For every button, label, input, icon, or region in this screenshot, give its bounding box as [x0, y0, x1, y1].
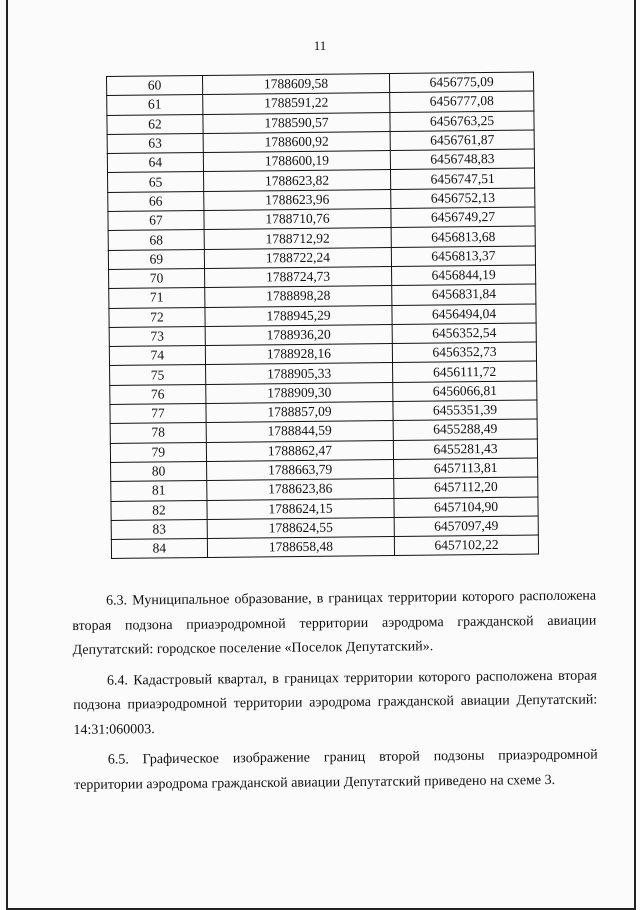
y-coordinate-cell: 6456761,87	[390, 130, 534, 151]
point-number-cell: 67	[108, 211, 204, 231]
x-coordinate-cell: 1788591,22	[203, 93, 390, 114]
point-number-cell: 65	[108, 172, 204, 192]
x-coordinate-cell: 1788658,48	[207, 537, 394, 558]
x-coordinate-cell: 1788724,73	[204, 266, 391, 287]
x-coordinate-cell: 1788844,59	[206, 421, 393, 442]
scan-border-left	[6, 0, 8, 910]
x-coordinate-cell: 1788590,57	[203, 112, 390, 133]
x-coordinate-cell: 1788623,86	[207, 479, 394, 500]
point-number-cell: 72	[109, 307, 205, 327]
scan-border-right	[634, 0, 636, 910]
point-number-cell: 75	[110, 365, 206, 385]
y-coordinate-cell: 6456844,19	[392, 265, 536, 286]
y-coordinate-cell: 6456748,83	[390, 149, 534, 170]
x-coordinate-cell: 1788623,96	[204, 189, 391, 210]
page-number: 11	[313, 38, 327, 53]
y-coordinate-cell: 6456777,08	[390, 91, 534, 112]
x-coordinate-cell: 1788600,92	[203, 131, 390, 152]
x-coordinate-cell: 1788712,92	[204, 228, 391, 249]
y-coordinate-cell: 6456813,37	[391, 246, 535, 267]
y-coordinate-cell: 6457113,81	[394, 458, 538, 479]
paragraph-6-4: 6.4. Кадастровый квартал, в границах территории которого расположена вторая подзона приаэродромной территории аэродрома гражданской авиации Депутатский: 14:31:060003.	[73, 668, 598, 738]
y-coordinate-cell: 6456111,72	[393, 361, 537, 382]
y-coordinate-cell: 6456831,84	[392, 284, 536, 305]
x-coordinate-cell: 1788928,16	[205, 344, 392, 365]
y-coordinate-cell: 6456066,81	[393, 381, 537, 402]
x-coordinate-cell: 1788600,19	[203, 151, 390, 172]
y-coordinate-cell: 6456352,54	[392, 323, 536, 344]
y-coordinate-cell: 6455288,49	[393, 419, 537, 440]
y-coordinate-cell: 6456747,51	[391, 169, 535, 190]
y-coordinate-cell: 6457104,90	[394, 497, 538, 518]
x-coordinate-cell: 1788862,47	[206, 440, 393, 461]
x-coordinate-cell: 1788623,82	[203, 170, 390, 191]
point-number-cell: 69	[108, 249, 204, 269]
x-coordinate-cell: 1788905,33	[205, 363, 392, 384]
point-number-cell: 71	[109, 288, 205, 308]
x-coordinate-cell: 1788722,24	[204, 247, 391, 268]
coordinates-table	[106, 72, 539, 560]
x-coordinate-cell: 1788710,76	[204, 209, 391, 230]
point-number-cell: 61	[107, 95, 203, 115]
point-number-cell: 63	[107, 133, 203, 153]
y-coordinate-cell: 6457112,20	[394, 477, 538, 498]
point-number-cell: 79	[110, 442, 206, 462]
point-number-cell: 76	[110, 384, 206, 404]
y-coordinate-cell: 6455351,39	[393, 400, 537, 421]
point-number-cell: 81	[111, 481, 207, 501]
paragraph-6-3: 6.3. Муниципальное образование, в границах территории которого расположена вторая подзона приаэродромной территории аэродрома гражданской авиации Депутатский: городское поселение «Поселок Депутатский».	[72, 588, 597, 658]
y-coordinate-cell: 6456813,68	[391, 226, 535, 247]
point-number-cell: 77	[110, 404, 206, 424]
y-coordinate-cell: 6457097,49	[394, 516, 538, 537]
x-coordinate-cell: 1788663,79	[206, 459, 393, 480]
table-row	[111, 535, 538, 559]
x-coordinate-cell: 1788624,55	[207, 517, 394, 538]
x-coordinate-cell: 1788936,20	[205, 324, 392, 345]
paragraph-6-5: 6.5. Графическое изображение границ второй подзоны приаэродромной территории аэродрома гражданской авиации Депутатский приведено на схеме 3.	[73, 747, 598, 793]
point-number-cell: 68	[108, 230, 204, 250]
x-coordinate-cell: 1788609,58	[202, 74, 389, 95]
x-coordinate-cell: 1788857,09	[206, 402, 393, 423]
coordinates-table-body	[107, 72, 539, 559]
point-number-cell: 80	[111, 461, 207, 481]
point-number-cell: 70	[109, 268, 205, 288]
y-coordinate-cell: 6457102,22	[394, 535, 538, 556]
point-number-cell: 64	[107, 153, 203, 173]
body-text	[72, 585, 598, 804]
y-coordinate-cell: 6456352,73	[392, 342, 536, 363]
y-coordinate-cell: 6456752,13	[391, 188, 535, 209]
x-coordinate-cell: 1788909,30	[206, 382, 393, 403]
point-number-cell: 78	[110, 423, 206, 443]
point-number-cell: 74	[109, 346, 205, 366]
point-number-cell: 83	[111, 519, 207, 539]
y-coordinate-cell: 6456775,09	[390, 72, 534, 93]
point-number-cell: 73	[109, 326, 205, 346]
point-number-cell: 60	[107, 75, 203, 95]
y-coordinate-cell: 6456749,27	[391, 207, 535, 228]
x-coordinate-cell: 1788624,15	[207, 498, 394, 519]
point-number-cell: 62	[107, 114, 203, 134]
x-coordinate-cell: 1788945,29	[205, 305, 392, 326]
point-number-cell: 66	[108, 191, 204, 211]
y-coordinate-cell: 6456763,25	[390, 111, 534, 132]
y-coordinate-cell: 6456494,04	[392, 304, 536, 325]
point-number-cell: 84	[111, 539, 207, 559]
y-coordinate-cell: 6455281,43	[393, 439, 537, 460]
x-coordinate-cell: 1788898,28	[205, 286, 392, 307]
point-number-cell: 82	[111, 500, 207, 520]
